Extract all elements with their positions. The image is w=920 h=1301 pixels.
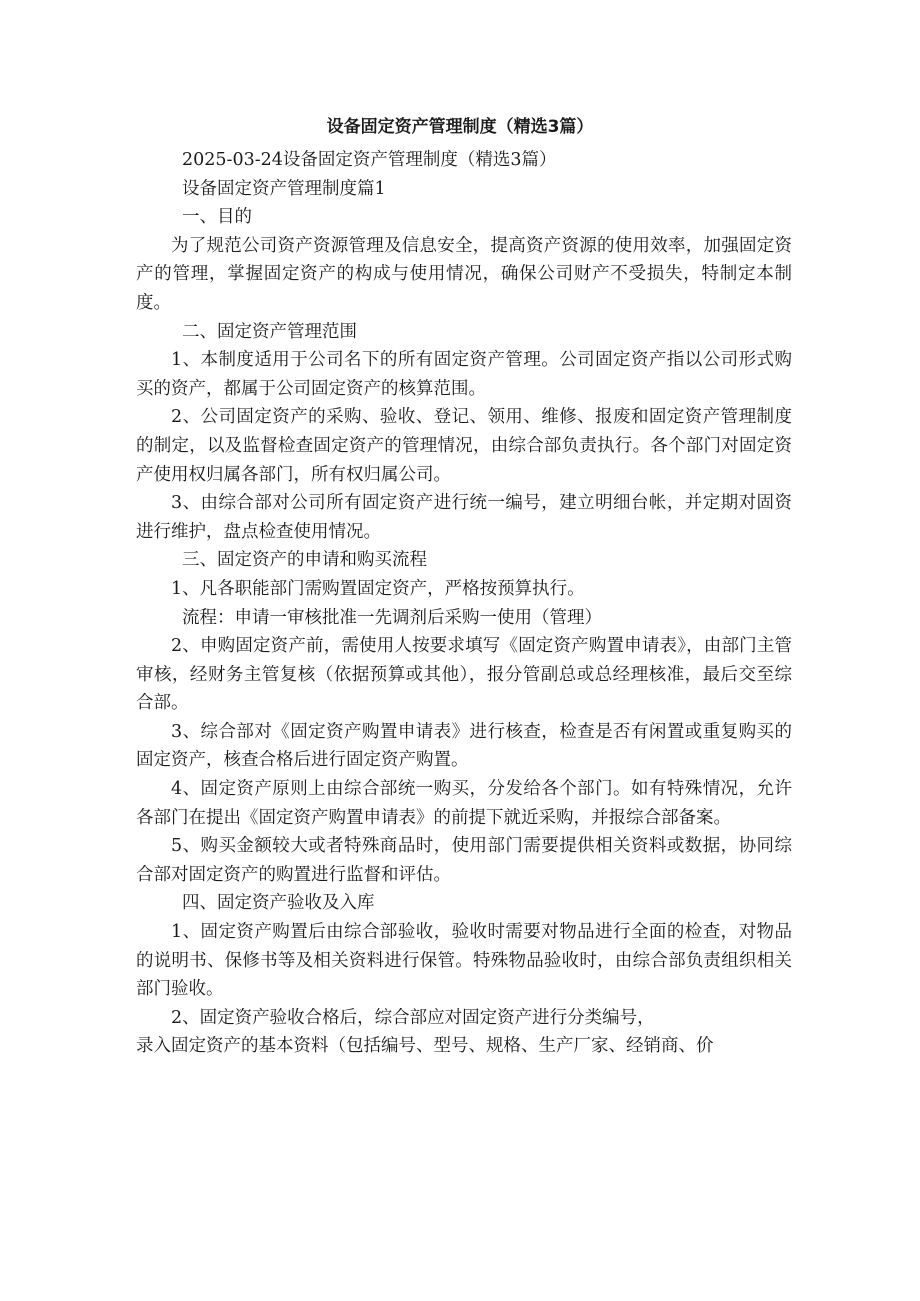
date-line: 2025-03-24设备固定资产管理制度（精选3篇） [182,150,557,170]
paragraph-continued: 录入固定资产的基本资料（包括编号、型号、规格、生产厂家、经销商、价 [136,1036,714,1057]
paragraph: 2、申购固定资产前，需使用人按要求填写《固定资产购置申请表》，由部门主管审核，经财务主管复核（依据预算或其他），报分管副总或总经理核准，最后交至综合部。 [136,636,792,714]
paragraph: 5、购买金额较大或者特殊商品时，使用部门需要提供相关资料或数据，协同综合部对固定资产的购置进行监督和评估。 [136,836,792,885]
heading-purpose: 一、目的 [182,207,252,228]
paragraph: 3、综合部对《固定资产购置申请表》进行核查，检查是否有闲置或重复购买的固定资产，核查合格后进行固定资产购置。 [136,721,792,771]
paragraph: 为了规范公司资产资源管理及信息安全，提高资产资源的使用效率，加强固定资产的管理，掌握固定资产的构成与使用情况，确保公司财产不受损失，特制定本制度。 [136,235,792,313]
heading-acceptance: 四、固定资产验收及入库 [182,893,375,914]
paragraph: 3、由综合部对公司所有固定资产进行统一编号，建立明细台帐，并定期对固资进行维护，盘点检查使用情况。 [136,493,792,542]
paragraph: 1、固定资产购置后由综合部验收，验收时需要对物品进行全面的检查，对物品的说明书、保修书等及相关资料进行保管。特殊物品验收时，由综合部负责组织相关部门验收。 [136,922,792,1000]
paragraph: 4、固定资产原则上由综合部统一购买，分发给各个部门。如有特殊情况，允许各部门在提出《固定资产购置申请表》的前提下就近采购，并报综合部备案。 [136,779,792,828]
paragraph: 2、公司固定资产的采购、验收、登记、领用、维修、报废和固定资产管理制度的制定，以及监督检查固定资产的管理情况，由综合部负责执行。各个部门对固定资产使用权归属各部门，所有权归属公司。 [136,407,792,485]
document-title: 设备固定资产管理制度（精选3篇） [326,117,594,137]
paragraph: 1、凡各职能部门需购置固定资产，严格按预算执行。 [171,578,585,599]
document-body [136,146,792,1061]
process-line: 流程：申请一审核批准一先调剂后采购一使用（管理） [182,607,602,628]
section-heading: 设备固定资产管理制度篇1 [182,178,386,199]
heading-procurement: 三、固定资产的申请和购买流程 [182,550,427,571]
paragraph: 1、本制度适用于公司名下的所有固定资产管理。公司固定资产指以公司形式购买的资产，都属于公司固定资产的核算范围。 [136,350,792,399]
paragraph: 2、固定资产验收合格后，综合部应对固定资产进行分类编号， [171,1007,655,1028]
heading-scope: 二、固定资产管理范围 [182,321,357,342]
